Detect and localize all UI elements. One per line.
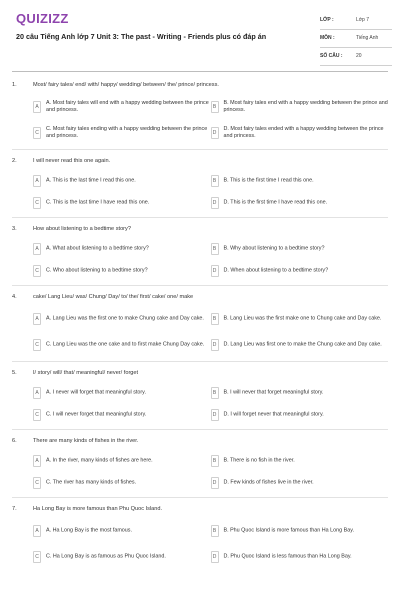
option-letter-box: A [33,175,41,187]
option-text: D. I will forget never that meaningful story. [223,411,324,418]
question-prompt: There are many kinds of fishes in the river. [33,438,139,444]
option-text: B. I will never that forget meaningful story. [223,389,324,396]
meta-label: LỚP : [320,17,334,23]
option-letter-box: D [211,265,219,277]
option-letter-box: D [211,197,219,209]
option-c[interactable] [33,544,211,570]
option-text: A. What about listening to a bedtime story? [46,245,149,252]
option-c[interactable] [33,472,211,494]
option-text: B. There is no fish in the river. [223,457,295,464]
option-letter-box: B [211,387,219,399]
document-title: 20 câu Tiếng Anh lớp 7 Unit 3: The past - Writing - Friends plus có đáp án [16,32,267,41]
option-row [12,544,388,570]
option-text: C. I will never forget that meaningful story. [46,411,147,418]
option-b[interactable] [211,170,389,192]
meta-info [320,14,392,68]
option-letter-box: B [211,175,219,187]
option-d[interactable] [211,260,389,282]
option-letter-box: C [33,339,41,351]
option-text: D. Most fairy tales ended with a happy wedding between the prince and princess. [223,126,384,139]
option-text: A. This is the last time I read this one. [46,177,136,184]
option-text: C. Who about listening to a bedtime story? [46,267,148,274]
question-number: 3. [12,226,17,232]
quizizz-logo[interactable]: QUIZIZZ [16,11,69,26]
question-3 [12,222,388,286]
meta-label: SỐ CÂU : [320,53,343,59]
question-divider [12,217,388,218]
option-row [12,94,388,120]
question-prompt: I/ story/ will/ that/ meaningful/ never/ forget [33,370,139,376]
question-number: 7. [12,506,17,512]
option-text: C. Most fairy tales ending with a happy wedding between the prince and princess. [46,126,208,139]
question-2 [12,154,388,218]
option-text: B. Most fairy tales end with a happy wedding between the prince and princess. [223,100,388,113]
question-list [12,72,388,570]
option-text: B. Phu Quoc Island is more famous than Ha Long Bay. [223,527,355,534]
question-prompt: I will never read this one again. [33,158,111,164]
option-b[interactable] [211,94,389,120]
option-letter-box: A [33,455,41,467]
option-letter-box: C [33,127,41,139]
option-a[interactable] [33,450,211,472]
option-a[interactable] [33,306,211,332]
option-letter-box: D [211,127,219,139]
option-text: B. Lang Lieu was the first make one to Chung cake and Day cake. [223,315,382,322]
question-divider [12,497,388,498]
option-row [12,332,388,358]
option-d[interactable] [211,192,389,214]
meta-value: Tiếng Anh [356,35,379,41]
question-prompt: Most/ fairy tales/ end/ with/ happy/ wedding/ between/ the/ prince/ princess. [33,82,219,88]
option-letter-box: C [33,551,41,563]
question-prompt: Ha Long Bay is more famous than Phu Quoc Island. [33,506,163,512]
option-letter-box: A [33,387,41,399]
question-5 [12,366,388,430]
option-letter-box: A [33,525,41,537]
meta-value: 20 [356,53,362,59]
option-letter-box: C [33,477,41,489]
option-b[interactable] [211,306,389,332]
option-a[interactable] [33,382,211,404]
meta-row-subject [320,32,392,48]
option-letter-box: D [211,339,219,351]
option-c[interactable] [33,192,211,214]
option-letter-box: B [211,101,219,113]
option-row [12,450,388,472]
option-b[interactable] [211,518,389,544]
option-letter-box: A [33,313,41,325]
option-b[interactable] [211,450,389,472]
meta-label: MÔN : [320,35,335,41]
option-a[interactable] [33,94,211,120]
option-letter-box: D [211,551,219,563]
option-text: D. Lang Lieu was first one to make the Chung cake and Day cake. [223,341,382,348]
option-a[interactable] [33,238,211,260]
option-letter-box: D [211,409,219,421]
option-b[interactable] [211,238,389,260]
option-text: D. Phu Quoc Island is less famous than Ha Long Bay. [223,553,352,560]
option-text: D. When about listening to a bedtime story? [223,267,329,274]
option-text: A. Most fairy tales will end with a happy wedding between the prince and princess. [46,100,209,113]
option-letter-box: B [211,525,219,537]
question-line [12,222,388,238]
question-1 [12,78,388,150]
option-text: B. Why about listening to a bedtime story? [223,245,325,252]
option-b[interactable] [211,382,389,404]
option-d[interactable] [211,544,389,570]
option-letter-box: A [33,101,41,113]
option-row [12,382,388,404]
option-row [12,170,388,192]
option-row [12,518,388,544]
option-d[interactable] [211,120,389,146]
option-letter-box: C [33,265,41,277]
document-header [12,0,388,72]
question-7 [12,502,388,570]
question-number: 6. [12,438,17,444]
option-row [12,120,388,146]
question-line [12,502,388,518]
option-row [12,472,388,494]
question-prompt: How about listening to a bedtime story? [33,226,131,232]
option-text: A. Lang Lieu was the first one to make Chung cake and Day cake. [46,315,204,322]
option-d[interactable] [211,332,389,358]
option-d[interactable] [211,404,389,426]
option-row [12,192,388,214]
option-c[interactable] [33,260,211,282]
option-letter-box: A [33,243,41,255]
option-text: D. Few kinds of fishes live in the river. [223,479,314,486]
question-6 [12,434,388,498]
option-text: C. This is the last time I have read this one. [46,199,150,206]
meta-row-class [320,14,392,30]
question-line [12,290,388,306]
option-row [12,306,388,332]
option-letter-box: C [33,409,41,421]
option-c[interactable] [33,120,211,146]
option-text: A. In the river, many kinds of fishes are here. [46,457,153,464]
option-text: A. Ha Long Bay is the most famous. [46,527,132,534]
option-row [12,238,388,260]
option-letter-box: B [211,243,219,255]
question-number: 5. [12,370,17,376]
question-number: 4. [12,294,17,300]
option-a[interactable] [33,170,211,192]
option-letter-box: D [211,477,219,489]
option-letter-box: B [211,313,219,325]
option-text: B. This is the first time I read this one. [223,177,314,184]
question-divider [12,149,388,150]
question-line [12,434,388,450]
question-divider [12,429,388,430]
option-letter-box: C [33,197,41,209]
option-text: C. The river has many kinds of fishes. [46,479,137,486]
option-text: C. Ha Long Bay is as famous as Phu Quoc Island. [46,553,166,560]
question-line [12,154,388,170]
option-d[interactable] [211,472,389,494]
option-text: D. This is the first time I have read this one. [223,199,328,206]
question-number: 1. [12,82,17,88]
option-c[interactable] [33,404,211,426]
question-4 [12,290,388,362]
question-line [12,366,388,382]
option-row [12,404,388,426]
question-divider [12,285,388,286]
question-prompt: cake/ Lang Lieu/ was/ Chung/ Day/ to/ the/ first/ cake/ one/ make [33,294,194,300]
option-row [12,260,388,282]
option-letter-box: B [211,455,219,467]
meta-row-count [320,50,392,66]
option-a[interactable] [33,518,211,544]
question-number: 2. [12,158,17,164]
question-divider [12,361,388,362]
option-c[interactable] [33,332,211,358]
option-text: A. I never will forget that meaningful story. [46,389,146,396]
meta-value: Lớp 7 [356,17,370,23]
question-line [12,78,388,94]
option-text: C. Lang Lieu was the one cake and to first make Chung Day cake. [46,341,205,348]
